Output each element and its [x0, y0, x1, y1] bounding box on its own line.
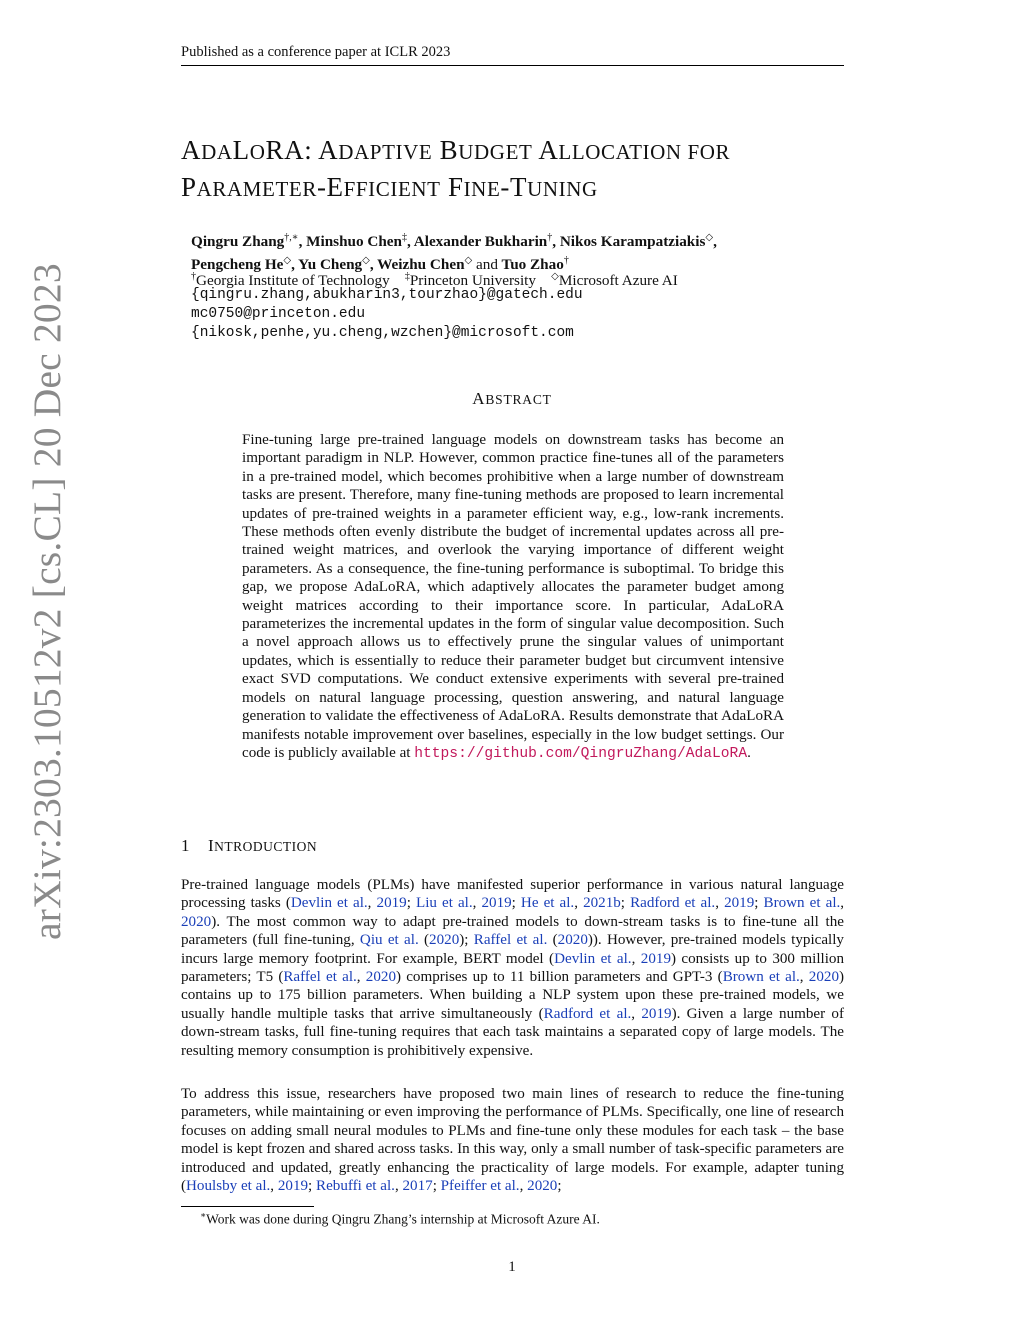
citation-link[interactable]: Brown et al.: [722, 969, 800, 986]
citation-link[interactable]: 2017: [402, 1178, 433, 1195]
body-text: ,: [631, 950, 641, 967]
citation-link[interactable]: 2019: [641, 1005, 672, 1022]
body-text: ) consists up to 300 million parameters; T5 (: [181, 950, 845, 986]
running-head: Published as a conference paper at ICLR 2023: [181, 44, 451, 60]
title-fragment: UNING: [527, 177, 598, 201]
abstract-end: .: [747, 744, 751, 761]
arxiv-side-stamp: arXiv:2303.10512v2 [cs.CL] 20 Dec 2023: [25, 263, 69, 940]
title-fragment: -T: [500, 172, 528, 202]
author-name: Weizhu Chen: [377, 256, 465, 274]
email-line: {qingru.zhang,abukharin3,tourzhao}@gatech.edu: [191, 287, 583, 303]
citation-link[interactable]: Houlsby et al.: [186, 1178, 271, 1195]
email-line: mc0750@princeton.edu: [191, 306, 366, 323]
author-and: and: [476, 256, 498, 274]
abstract-heading: [0, 389, 1024, 409]
author-name: Qingru Zhang: [191, 233, 285, 251]
body-text: ,: [356, 969, 366, 986]
citation-link[interactable]: Qiu et al.: [359, 932, 419, 949]
title-fragment: F: [447, 172, 464, 202]
author-name: Yu Cheng: [298, 256, 363, 274]
code-link[interactable]: https://github.com/QingruZhang/AdaLoRA: [414, 745, 748, 762]
body-text: ;: [432, 1178, 441, 1195]
author-line-1: Qingru Zhang†,∗, Minshuo Chen‡, Alexander Bukharin†, Nikos Karampatziakis◇,: [191, 232, 717, 251]
affil-mark: ‡: [404, 271, 410, 282]
citation-link[interactable]: Rebuffi et al.: [316, 1178, 395, 1195]
body-text: ,: [715, 895, 725, 912]
citation-link[interactable]: 2020: [527, 1178, 558, 1195]
body-text: ;: [511, 895, 521, 912]
citation-link[interactable]: 2019: [640, 950, 671, 967]
citation-link[interactable]: 2020: [429, 932, 460, 949]
heading-fragment: I: [208, 836, 215, 855]
body-text: (: [547, 932, 558, 949]
title-line-1: [181, 133, 861, 170]
paper-title: [181, 133, 861, 207]
heading-fragment: BSTRACT: [485, 392, 552, 407]
author-mark: †: [563, 255, 569, 267]
title-fragment: FFICIENT: [343, 177, 441, 201]
title-fragment: -E: [316, 172, 344, 202]
affil-mark: ◇: [551, 271, 559, 282]
author-mark: †: [547, 232, 553, 243]
author-mark: ◇: [705, 232, 714, 243]
body-text: ) contains up to 175 billion parameters. When building a NLP system upon these pre-trained models, we usually handle multiple tasks that arrive simultaneously (: [181, 969, 845, 1022]
citation-link[interactable]: Raffel et al.: [283, 969, 357, 986]
body-text: ,: [394, 1178, 403, 1195]
author-name: Alexander Bukharin: [413, 233, 548, 251]
author-mark: ◇: [464, 255, 473, 267]
title-fragment: LLOCATION FOR: [558, 140, 731, 164]
citation-link[interactable]: Radford et al.: [630, 895, 716, 912]
title-fragment: RA: A: [265, 135, 339, 165]
title-fragment: P: [181, 172, 197, 202]
title-fragment: O: [249, 140, 266, 164]
citation-link[interactable]: 2019: [481, 895, 512, 912]
title-fragment: A: [181, 135, 202, 165]
email-line: {nikosk,penhe,yu.cheng,wzchen}@microsoft.com: [191, 325, 574, 342]
citation-link[interactable]: Raffel et al.: [473, 932, 548, 949]
body-text: ;: [754, 895, 764, 912]
body-text: To address this issue, researchers have proposed two main lines of research to reduce the fine-tuning parameters, while maintaining or even improving the performance of PLMs. Specifically, one line of research focuses on adding small neural modules to PLMs and fine-tune only these modules for each task – the base model is kept frozen and shared across tasks. In this way, only a small number of task-specific parameters are introduced and updated, greatly enhancing the practicality of large models. For example, adapter tuning (: [181, 1086, 844, 1195]
citation-link[interactable]: 2019: [376, 895, 407, 912]
citation-link[interactable]: Devlin et al.: [554, 950, 632, 967]
author-name: Minshuo Chen: [306, 233, 402, 251]
body-text: ,: [840, 895, 845, 912]
intro-paragraph-1: [181, 876, 844, 1060]
title-fragment: ARAMETER: [196, 177, 317, 201]
title-fragment: B: [439, 135, 459, 165]
body-text: ;: [620, 895, 631, 912]
author-line-2: Pengcheng He◇, Yu Cheng◇, Weizhu Chen◇ and Tuo Zhao†: [191, 255, 569, 274]
heading-fragment: NTRODUCTION: [214, 839, 318, 854]
author-mark: ‡: [401, 232, 407, 243]
title-fragment: A: [538, 135, 559, 165]
citation-link[interactable]: Brown et al.: [763, 895, 841, 912]
body-text: ,: [472, 895, 482, 912]
body-text: );: [459, 932, 474, 949]
author-mark: ◇: [283, 255, 292, 267]
author-mark: ◇: [362, 255, 370, 267]
body-text: ,: [270, 1178, 278, 1195]
title-fragment: DA: [201, 140, 233, 164]
affil-mark: †: [191, 271, 196, 282]
title-fragment: UDGET: [458, 140, 533, 164]
body-text: ,: [574, 895, 584, 912]
citation-link[interactable]: 2019: [724, 895, 755, 912]
body-text: Pre-trained language models (PLMs) have manifested superior performance in various natural language processing tasks (: [181, 877, 844, 912]
abstract-text: Fine-tuning large pre-trained language models on downstream tasks has become an important paradigm in NLP. However, common practice fine-tunes all of the parameters in a pre-trained model, which becomes prohibitive when a large number of downstream tasks are present. Therefore, many fine-tuning methods are proposed to learn incremental updates of pre-trained weights in a parameter efficient way, e.g., low-rank increments. These methods often evenly distribute the budget of incremental updates across all pre-trained weight matrices, and overlook the varying importance of different weight parameters. As a consequence, the fine-tuning performance is suboptimal. To bridge this gap, we propose AdaLoRA, which adaptively allocates the parameter budget among weight matrices according to their importance score. In particular, AdaLoRA parameterizes the incremental updates in the form of singular value decomposition. Such a novel approach allows us to effectively prune the singular values of unimportant updates, which is essentially to reduce their parameter budget but circumvent intensive exact SVD computations. We conduct extensive experiments with several pre-trained models on natural language processing, question answering, and natural language generation to validate the effectiveness of AdaLoRA. Results demonstrate that AdaLoRA manifests notable improvement over baselines, especially in the low budget settings. Our code is publicly available at: [242, 432, 784, 761]
footnote: [200, 1210, 600, 1228]
author-mark: †,∗: [284, 232, 299, 243]
section-number: 1: [181, 836, 190, 855]
author-name: Tuo Zhao: [501, 256, 564, 274]
body-text: ). Given a large number of down-stream tasks, full fine-tuning requires that each task maintains a separated copy of large models. The resulting memory consumption is prohibitively expensive.: [181, 1005, 845, 1059]
author-name: Pengcheng He: [191, 256, 284, 274]
body-text: ;: [308, 1178, 316, 1195]
intro-paragraph-2: [181, 1085, 844, 1195]
affil-institution: Microsoft Azure AI: [558, 272, 678, 290]
body-text: ,: [631, 1005, 642, 1022]
title-fragment: DAPTIVE: [338, 140, 433, 164]
page-number: 1: [508, 1259, 516, 1275]
title-fragment: L: [232, 135, 250, 165]
affil-institution: Princeton University: [409, 272, 536, 290]
body-text: (: [418, 932, 430, 949]
heading-fragment: A: [472, 389, 486, 408]
citation-link[interactable]: 2020: [808, 969, 839, 986]
body-text: ,: [367, 895, 377, 912]
footnote-mark: ∗: [200, 1210, 207, 1220]
body-text: ) comprises up to 11 billion parameters and GPT-3 (: [395, 969, 723, 986]
citation-link[interactable]: Devlin et al.: [290, 895, 368, 912]
citation-link[interactable]: 2021b: [583, 895, 621, 912]
citation-link[interactable]: Radford et al.: [543, 1005, 632, 1022]
citation-link[interactable]: 2020: [365, 969, 396, 986]
affil-institution: Georgia Institute of Technology: [196, 272, 390, 290]
citation-link[interactable]: Pfeiffer et al.: [440, 1178, 520, 1195]
citation-link[interactable]: Liu et al.: [415, 895, 473, 912]
section-heading: [181, 836, 317, 856]
citation-link[interactable]: 2019: [277, 1178, 309, 1195]
body-text: ,: [799, 969, 809, 986]
body-text: ,: [519, 1178, 528, 1195]
citation-link[interactable]: He et al.: [520, 895, 575, 912]
author-name: Nikos Karampatziakis: [559, 233, 706, 251]
body-text: ). The most common way to adapt pre-trained models to down-stream tasks is to fine-tune all the parameters (full fine-tuning,: [181, 913, 844, 949]
abstract-body: [242, 431, 784, 763]
body-text: )). However, pre-trained models typically incurs large memory footprint. For example, BERT model (: [181, 932, 844, 967]
header-rule: [181, 65, 844, 66]
author-emails: [191, 286, 583, 344]
title-line-2: [181, 170, 861, 207]
title-fragment: INE: [463, 177, 501, 201]
citation-link[interactable]: 2020: [181, 913, 212, 930]
citation-link[interactable]: 2020: [557, 932, 588, 949]
footnote-rule: [181, 1206, 314, 1207]
footnote-text: Work was done during Qingru Zhang’s internship at Microsoft Azure AI.: [206, 1211, 600, 1227]
body-text: ;: [406, 895, 416, 912]
body-text: ;: [557, 1178, 562, 1195]
